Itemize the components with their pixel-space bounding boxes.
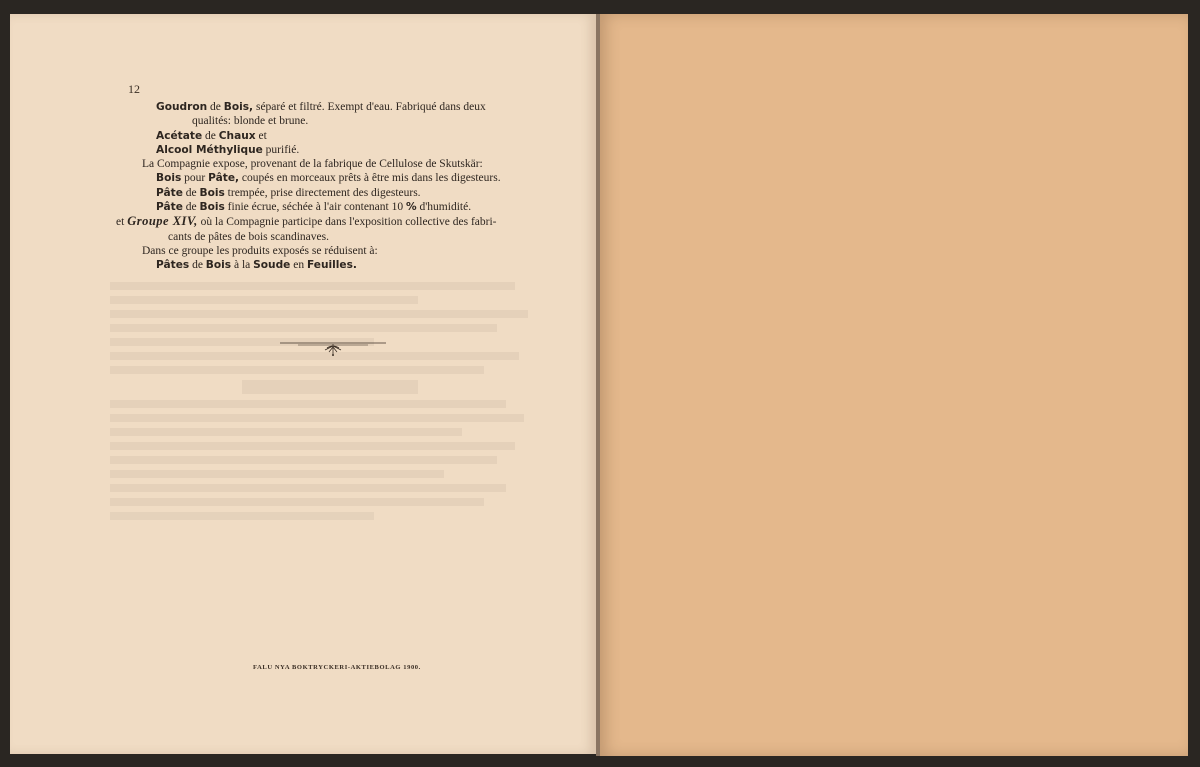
text-line-7 xyxy=(110,186,550,200)
bold-term: Goudron xyxy=(156,101,208,113)
bold-term: Bois, xyxy=(223,101,254,113)
bold-term: Chaux xyxy=(218,129,256,142)
text-line-10: cants de pâtes de bois scandinaves. xyxy=(168,230,329,243)
bold-term: Pâtes xyxy=(156,259,190,272)
group-heading: Groupe XIV, xyxy=(127,214,198,229)
text-run: et xyxy=(116,216,128,229)
bold-term: Bois xyxy=(199,186,225,199)
text-line-6 xyxy=(110,171,550,185)
printer-imprint: FALU NYA BOKTRYCKERI-AKTIEBOLAG 1900. xyxy=(253,664,421,671)
text-line-1 xyxy=(110,100,550,114)
bold-term: Alcool Méthylique xyxy=(156,143,263,156)
bold-term: Pâte, xyxy=(208,172,240,185)
text-line-11: Dans ce groupe les produits exposés se réduisent à: xyxy=(142,244,378,257)
text-run: de xyxy=(182,201,200,214)
text-run: séparé et filtré. Exempt d'eau. Fabriqué dans deux xyxy=(253,101,486,113)
bold-term: Feuilles. xyxy=(306,259,357,272)
bold-term: Bois xyxy=(199,201,225,214)
text-run: en xyxy=(290,259,307,272)
text-run: de xyxy=(202,129,219,142)
text-line-9 xyxy=(110,214,550,229)
text-line-4 xyxy=(110,143,550,157)
text-run: coupés en morceaux prêts à être mis dans les digesteurs. xyxy=(239,172,501,185)
body-text xyxy=(110,100,550,273)
percent-sign: % xyxy=(405,201,417,214)
text-line-2: qualités: blonde et brune. xyxy=(192,115,309,128)
bold-term: Pâte xyxy=(156,186,183,199)
page-number: 12 xyxy=(128,82,140,96)
ornament-divider-icon xyxy=(280,335,386,357)
text-run: trempée, prise directement des digesteurs. xyxy=(224,186,421,199)
text-run: de xyxy=(189,259,206,272)
bold-term: Pâte xyxy=(156,201,183,214)
text-run: pour xyxy=(181,172,209,185)
text-run: et xyxy=(255,129,267,142)
text-line-5: La Compagnie expose, provenant de la fabrique de Cellulose de Skutskär: xyxy=(142,158,483,171)
text-run: à la xyxy=(231,259,254,272)
text-run: purifié. xyxy=(262,143,300,156)
text-run: finie écrue, séchée à l'air contenant 10 xyxy=(224,201,406,214)
text-run: d'humidité. xyxy=(416,201,472,214)
bold-term: Soude xyxy=(253,259,291,272)
text-line-8 xyxy=(110,200,550,214)
text-line-3 xyxy=(110,129,550,143)
bold-term: Acétate xyxy=(156,129,203,142)
bold-term: Bois xyxy=(205,259,232,272)
right-page-blank xyxy=(600,14,1188,756)
left-page xyxy=(10,14,596,754)
text-run: de xyxy=(182,186,200,199)
bold-term: Bois xyxy=(156,172,182,185)
text-line-12 xyxy=(110,258,550,272)
text-run: où la Compagnie participe dans l'exposition collective des fabri- xyxy=(197,216,497,229)
text-run: de xyxy=(207,101,224,113)
